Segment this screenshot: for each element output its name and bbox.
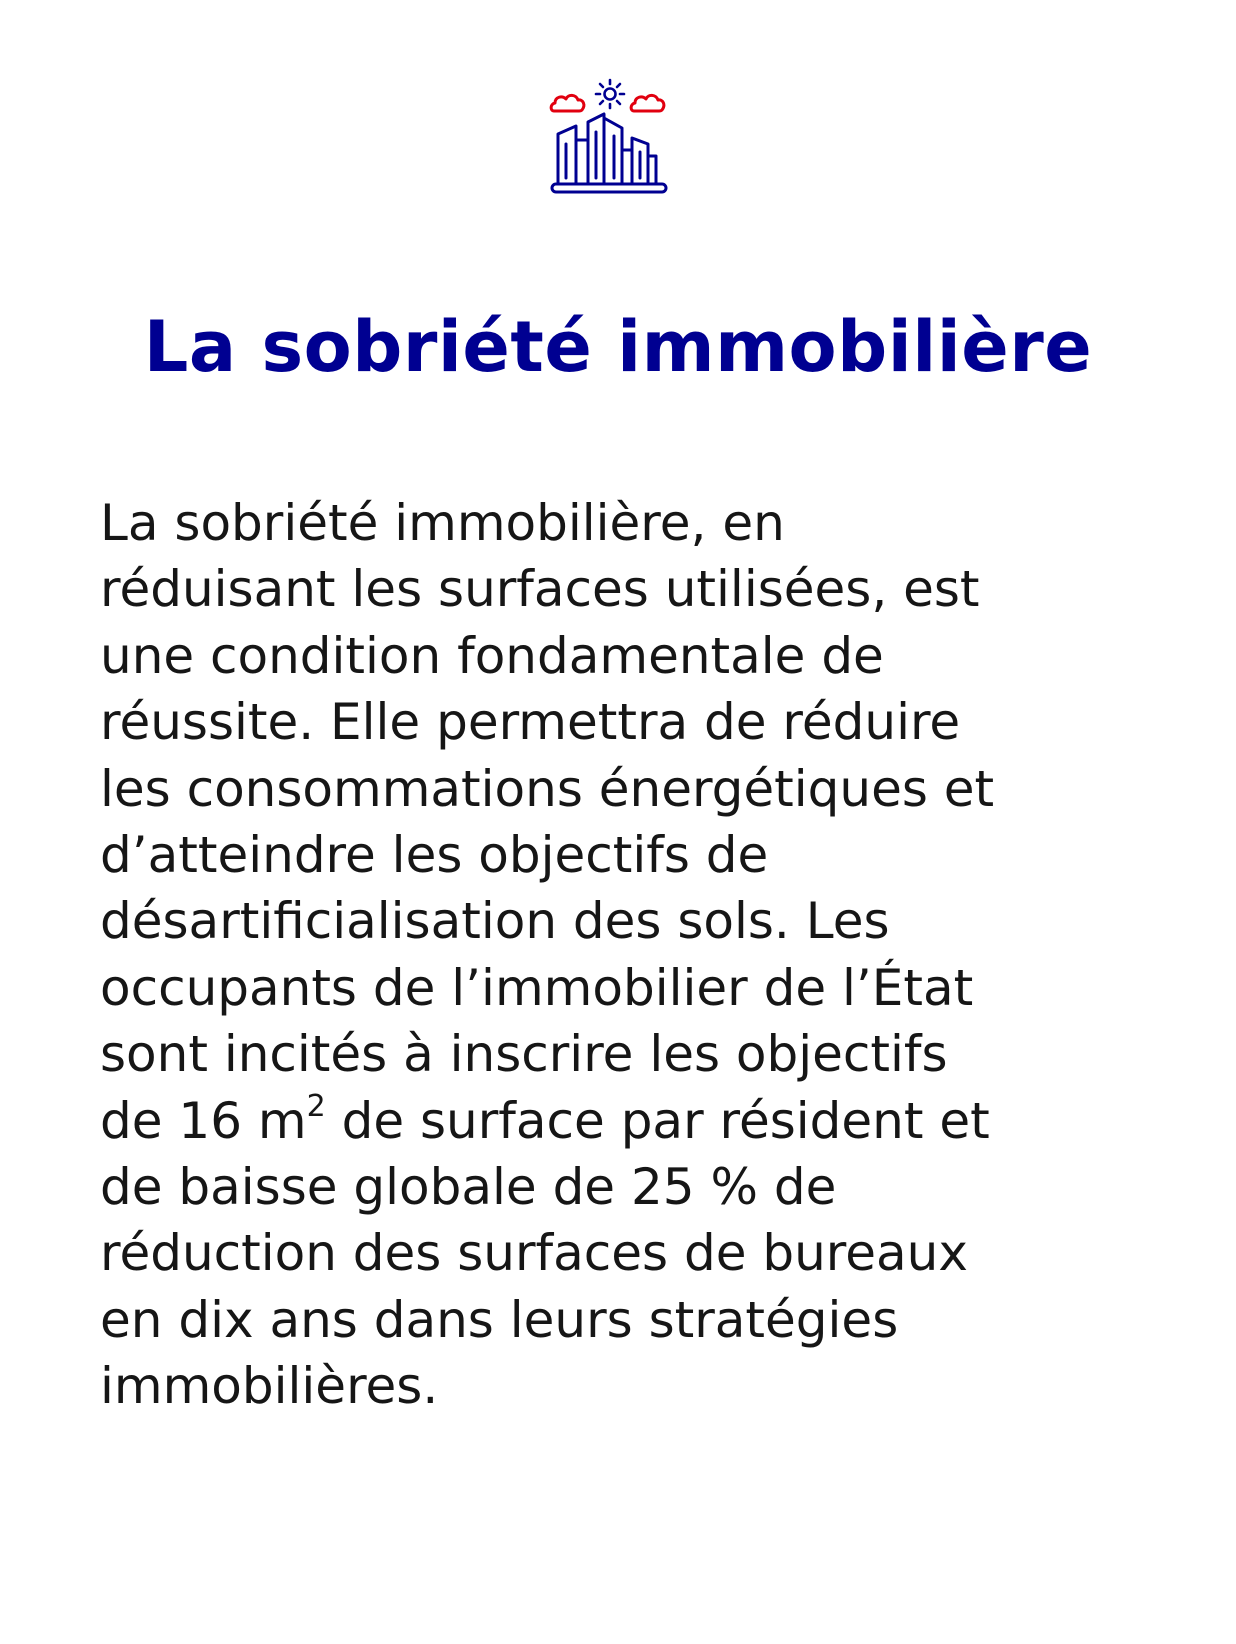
page-title: La sobriété immobilière — [143, 306, 1093, 388]
paragraph-line-m2 — [100, 1088, 1150, 1154]
paragraph-line: sont incités à inscrire les objectifs — [100, 1025, 948, 1084]
m2-superscript: 2 — [306, 1088, 326, 1124]
cloud-right-icon — [631, 95, 664, 111]
cloud-left-icon — [551, 95, 584, 111]
buildings-icon — [552, 114, 666, 192]
paragraph-line: en dix ans dans leurs stratégies — [100, 1290, 899, 1349]
paragraph-line: immobilières. — [100, 1357, 439, 1416]
body-paragraph — [100, 490, 1150, 1420]
paragraph-line: désartificialisation des sols. Les — [100, 892, 890, 951]
paragraph-line: La sobriété immobilière, en — [100, 494, 785, 552]
paragraph-line: une condition fondamentale de — [100, 626, 884, 685]
paragraph-line: les consommations énergétiques et — [100, 759, 995, 818]
paragraph-line: d’atteindre les objectifs de — [100, 826, 769, 885]
paragraph-line: réussite. Elle permettra de réduire — [100, 693, 961, 752]
m2-after: de surface par résident et — [325, 1091, 990, 1150]
paragraph-line: de baisse globale de 25 % de — [100, 1158, 837, 1217]
paragraph-line: réduisant les surfaces utilisées, est — [100, 560, 980, 619]
m2-before: de 16 m — [100, 1091, 307, 1150]
sun-icon — [596, 80, 624, 108]
paragraph-line: occupants de l’immobilier de l’État — [100, 958, 974, 1017]
paragraph-line: réduction des surfaces de bureaux — [100, 1224, 968, 1283]
city-buildings-sun-clouds-icon — [548, 78, 672, 198]
